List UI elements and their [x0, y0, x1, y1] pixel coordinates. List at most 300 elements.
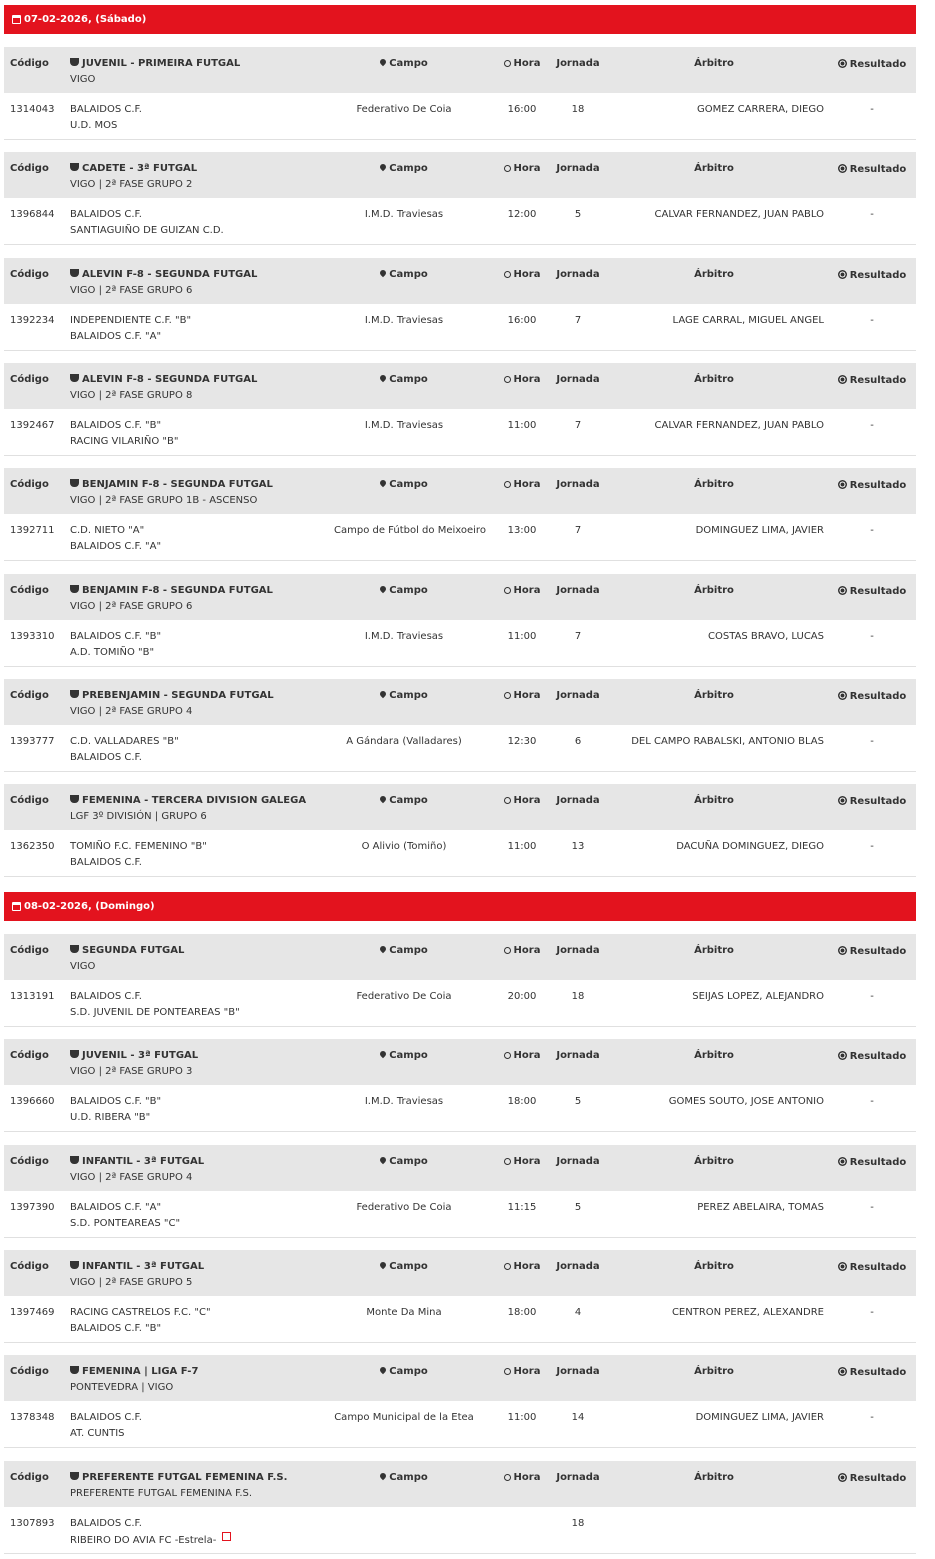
match-code[interactable]: 1313191: [10, 991, 55, 1002]
competition-label: INFANTIL - 3ª FUTGAL: [82, 1261, 205, 1272]
hora-header: [494, 585, 550, 596]
match-body-row: [4, 1507, 916, 1554]
competition-label: BENJAMIN F-8 - SEGUNDA FUTGAL: [82, 479, 273, 490]
match-arbitro: PEREZ ABELAIRA, TOMAS: [697, 1202, 824, 1213]
match-header-row: [4, 934, 916, 980]
match-hora: 18:00: [507, 1307, 537, 1318]
match-code[interactable]: 1397469: [10, 1307, 55, 1318]
home-team[interactable]: BALAIDOS C.F.: [70, 1518, 142, 1529]
campo-header: [334, 1050, 474, 1061]
away-team-wrap: [70, 436, 178, 447]
resultado-header-label: Resultado: [849, 946, 907, 957]
day-header: [4, 892, 916, 921]
match-header-row: [4, 679, 916, 725]
campo-header-label: Campo: [389, 1261, 428, 1272]
match-code[interactable]: 1392467: [10, 420, 55, 431]
hora-header-label: Hora: [513, 1050, 541, 1061]
match-card: [4, 468, 916, 560]
match-campo[interactable]: I.M.D. Traviesas: [364, 420, 444, 431]
match-jornada: 18: [571, 1518, 585, 1529]
arbitro-header: Árbitro: [694, 1050, 734, 1061]
hora-header: [494, 795, 550, 806]
campo-header: [334, 945, 474, 956]
soccer-ball-icon: [838, 480, 847, 489]
jornada-header: Jornada: [556, 1156, 600, 1167]
match-header-row: [4, 1461, 916, 1507]
match-header-row: [4, 468, 916, 514]
soccer-ball-icon: [838, 1473, 847, 1482]
hora-header: [494, 269, 550, 280]
competition-name[interactable]: [70, 945, 184, 956]
match-hora: 20:00: [507, 991, 537, 1002]
arbitro-header: Árbitro: [694, 1472, 734, 1483]
match-arbitro: GOMES SOUTO, JOSE ANTONIO: [668, 1096, 824, 1107]
match-body-row: [4, 1085, 916, 1132]
match-body-row: [4, 1401, 916, 1448]
home-team[interactable]: BALAIDOS C.F. "B": [70, 1096, 162, 1107]
hora-header-label: Hora: [513, 1472, 541, 1483]
match-card: [4, 258, 916, 350]
away-team-wrap: [70, 1112, 150, 1123]
match-code[interactable]: 1393777: [10, 736, 55, 747]
competition-name[interactable]: [70, 163, 197, 174]
match-code[interactable]: 1392711: [10, 525, 55, 536]
day-header: [4, 5, 916, 34]
away-team[interactable]: BALAIDOS C.F. "A": [70, 331, 162, 342]
competition-name[interactable]: [70, 585, 273, 596]
away-team[interactable]: U.D. MOS: [70, 120, 118, 131]
match-body-row: [4, 725, 916, 772]
hora-header: [494, 945, 550, 956]
codigo-header: Código: [10, 58, 49, 69]
home-team[interactable]: INDEPENDIENTE C.F. "B": [70, 315, 192, 326]
map-marker-icon: [379, 269, 387, 277]
campo-header-label: Campo: [389, 479, 428, 490]
match-campo[interactable]: I.M.D. Traviesas: [364, 1096, 444, 1107]
resultado-header-label: Resultado: [849, 164, 907, 175]
campo-header-label: Campo: [389, 690, 428, 701]
match-header-row: [4, 1145, 916, 1191]
home-team[interactable]: BALAIDOS C.F.: [70, 104, 142, 115]
competition-name[interactable]: [70, 1156, 204, 1167]
away-team[interactable]: U.D. RIBERA "B": [70, 1112, 151, 1123]
competition-name[interactable]: [70, 479, 273, 490]
arbitro-header: Árbitro: [694, 163, 734, 174]
clock-icon: [504, 1158, 511, 1165]
match-body-row: [4, 1191, 916, 1238]
competition-name[interactable]: [70, 374, 257, 385]
trophy-icon: [70, 269, 79, 277]
match-campo[interactable]: I.M.D. Traviesas: [364, 315, 444, 326]
campo-header-label: Campo: [389, 795, 428, 806]
match-campo[interactable]: I.M.D. Traviesas: [364, 631, 444, 642]
match-jornada: 6: [574, 736, 582, 747]
campo-header: [334, 1366, 474, 1377]
match-resultado: -: [870, 991, 874, 1002]
resultado-header: [832, 1156, 912, 1168]
codigo-header: Código: [10, 269, 49, 280]
away-team[interactable]: S.D. JUVENIL DE PONTEAREAS "B": [70, 1007, 240, 1018]
away-team-wrap: [70, 752, 142, 763]
competition-label: BENJAMIN F-8 - SEGUNDA FUTGAL: [82, 585, 273, 596]
competition-label: INFANTIL - 3ª FUTGAL: [82, 1156, 205, 1167]
match-body-row: [4, 198, 916, 245]
trophy-icon: [70, 1366, 79, 1374]
match-arbitro: DOMINGUEZ LIMA, JAVIER: [695, 525, 824, 536]
hora-header-label: Hora: [513, 945, 541, 956]
match-body-row: [4, 409, 916, 456]
arbitro-header: Árbitro: [694, 690, 734, 701]
match-hora: 12:00: [507, 209, 537, 220]
campo-header: [334, 795, 474, 806]
match-resultado: -: [870, 1096, 874, 1107]
competition-name[interactable]: [70, 690, 274, 701]
match-jornada: 18: [571, 991, 585, 1002]
away-team[interactable]: BALAIDOS C.F. "A": [70, 541, 162, 552]
match-jornada: 7: [574, 420, 582, 431]
match-arbitro: SEIJAS LOPEZ, ALEJANDRO: [692, 991, 824, 1002]
hora-header: [494, 1366, 550, 1377]
hora-header-label: Hora: [513, 795, 541, 806]
competition-label: FEMENINA - TERCERA DIVISION GALEGA: [82, 795, 307, 806]
match-card: [4, 1461, 916, 1553]
hora-header-label: Hora: [513, 690, 541, 701]
trophy-icon: [70, 795, 79, 803]
home-team[interactable]: BALAIDOS C.F.: [70, 991, 142, 1002]
competition-label: JUVENIL - PRIMEIRA FUTGAL: [82, 58, 241, 69]
match-resultado: -: [870, 525, 874, 536]
hora-header: [494, 1156, 550, 1167]
soccer-ball-icon: [838, 164, 847, 173]
match-card: [4, 1039, 916, 1131]
competition-group: VIGO: [70, 961, 96, 972]
campo-header: [334, 163, 474, 174]
clock-icon: [504, 587, 511, 594]
match-arbitro: CALVAR FERNANDEZ, JUAN PABLO: [654, 420, 824, 431]
soccer-ball-icon: [838, 59, 847, 68]
competition-group: PONTEVEDRA | VIGO: [70, 1382, 174, 1393]
resultado-header-label: Resultado: [849, 586, 907, 597]
arbitro-header: Árbitro: [694, 1366, 734, 1377]
arbitro-header: Árbitro: [694, 1261, 734, 1272]
trophy-icon: [70, 1050, 79, 1058]
map-marker-icon: [379, 1261, 387, 1269]
resultado-header: [832, 1472, 912, 1484]
away-team[interactable]: BALAIDOS C.F.: [70, 857, 142, 868]
competition-label: CADETE - 3ª FUTGAL: [82, 163, 198, 174]
resultado-header-label: Resultado: [849, 796, 907, 807]
home-team[interactable]: BALAIDOS C.F.: [70, 1412, 142, 1423]
clock-icon: [504, 271, 511, 278]
clock-icon: [504, 481, 511, 488]
match-code[interactable]: 1396660: [10, 1096, 55, 1107]
competition-group: VIGO | 2ª FASE GRUPO 1B - ASCENSO: [70, 495, 258, 506]
match-jornada: 5: [574, 1202, 582, 1213]
clock-icon: [504, 1368, 511, 1375]
resultado-header: [832, 1366, 912, 1378]
jornada-header: Jornada: [556, 795, 600, 806]
match-body-row: [4, 620, 916, 667]
competition-group: PREFERENTE FUTGAL FEMENINA F.S.: [70, 1488, 253, 1499]
away-team[interactable]: S.D. PONTEAREAS "C": [70, 1218, 181, 1229]
competition-name[interactable]: [70, 1472, 287, 1483]
away-team-wrap: [70, 541, 161, 552]
competition-name[interactable]: [70, 1366, 198, 1377]
clock-icon: [504, 60, 511, 67]
jornada-header: Jornada: [556, 945, 600, 956]
competition-label: SEGUNDA FUTGAL: [82, 945, 185, 956]
resultado-header-label: Resultado: [849, 1051, 907, 1062]
match-body-row: [4, 93, 916, 140]
match-header-row: [4, 1355, 916, 1401]
jornada-header: Jornada: [556, 1472, 600, 1483]
arbitro-header: Árbitro: [694, 1156, 734, 1167]
match-arbitro: DOMINGUEZ LIMA, JAVIER: [695, 1412, 824, 1423]
hora-header: [494, 1472, 550, 1483]
match-body-row: [4, 514, 916, 561]
away-team-wrap: [70, 1218, 180, 1229]
home-team[interactable]: BALAIDOS C.F.: [70, 209, 142, 220]
soccer-ball-icon: [838, 375, 847, 384]
hora-header-label: Hora: [513, 58, 541, 69]
match-jornada: 7: [574, 631, 582, 642]
hora-header: [494, 374, 550, 385]
match-code[interactable]: 1378348: [10, 1412, 55, 1423]
competition-name[interactable]: [70, 1261, 204, 1272]
hora-header-label: Hora: [513, 1261, 541, 1272]
match-card: [4, 574, 916, 666]
match-campo[interactable]: Federativo De Coia: [356, 1202, 452, 1213]
codigo-header: Código: [10, 1472, 49, 1483]
hora-header: [494, 1050, 550, 1061]
home-team[interactable]: C.D. VALLADARES "B": [70, 736, 179, 747]
match-hora: 12:30: [507, 736, 537, 747]
match-code[interactable]: 1307893: [10, 1518, 55, 1529]
red-flag-icon[interactable]: [222, 1532, 231, 1541]
map-marker-icon: [379, 1366, 387, 1374]
competition-name[interactable]: [70, 795, 306, 806]
match-code[interactable]: 1397390: [10, 1202, 55, 1213]
codigo-header: Código: [10, 1366, 49, 1377]
competition-label: JUVENIL - 3ª FUTGAL: [82, 1050, 199, 1061]
trophy-icon: [70, 945, 79, 953]
match-hora: 11:00: [507, 420, 537, 431]
jornada-header: Jornada: [556, 374, 600, 385]
campo-header: [334, 585, 474, 596]
match-resultado: -: [870, 736, 874, 747]
hora-header-label: Hora: [513, 163, 541, 174]
match-resultado: -: [870, 1307, 874, 1318]
codigo-header: Código: [10, 374, 49, 385]
match-card: [4, 1250, 916, 1342]
match-resultado: -: [870, 631, 874, 642]
codigo-header: Código: [10, 479, 49, 490]
home-team[interactable]: BALAIDOS C.F. "B": [70, 420, 162, 431]
away-team-wrap: [70, 1534, 231, 1546]
map-marker-icon: [379, 1472, 387, 1480]
competition-group: VIGO | 2ª FASE GRUPO 6: [70, 601, 193, 612]
match-arbitro: DACUÑA DOMINGUEZ, DIEGO: [676, 841, 824, 852]
match-header-row: [4, 152, 916, 198]
match-campo[interactable]: A Gándara (Valladares): [346, 736, 462, 747]
away-team[interactable]: BALAIDOS C.F. "B": [70, 1323, 162, 1334]
away-team-wrap: [70, 1428, 125, 1439]
match-campo[interactable]: I.M.D. Traviesas: [364, 209, 444, 220]
match-body-row: [4, 1296, 916, 1343]
campo-header: [334, 690, 474, 701]
map-marker-icon: [379, 374, 387, 382]
home-team[interactable]: BALAIDOS C.F. "A": [70, 1202, 162, 1213]
campo-header-label: Campo: [389, 58, 428, 69]
match-jornada: 13: [571, 841, 585, 852]
resultado-header: [832, 163, 912, 175]
match-code[interactable]: 1396844: [10, 209, 55, 220]
hora-header-label: Hora: [513, 479, 541, 490]
codigo-header: Código: [10, 945, 49, 956]
match-jornada: 14: [571, 1412, 585, 1423]
match-hora: 11:00: [507, 841, 537, 852]
match-campo[interactable]: O Alivio (Tomiño): [361, 841, 447, 852]
match-code[interactable]: 1392234: [10, 315, 55, 326]
match-header-row: [4, 363, 916, 409]
away-team[interactable]: BALAIDOS C.F.: [70, 752, 142, 763]
campo-header: [334, 374, 474, 385]
resultado-header-label: Resultado: [849, 691, 907, 702]
match-campo[interactable]: Federativo De Coia: [356, 991, 452, 1002]
match-hora: 11:00: [507, 631, 537, 642]
map-marker-icon: [379, 585, 387, 593]
match-arbitro: COSTAS BRAVO, LUCAS: [708, 631, 824, 642]
match-code[interactable]: 1314043: [10, 104, 55, 115]
competition-group: VIGO | 2ª FASE GRUPO 4: [70, 1172, 193, 1183]
match-resultado: -: [870, 841, 874, 852]
competition-group: VIGO | 2ª FASE GRUPO 2: [70, 179, 193, 190]
resultado-header: [832, 1261, 912, 1273]
campo-header: [334, 58, 474, 69]
match-resultado: -: [870, 315, 874, 326]
soccer-ball-icon: [838, 1051, 847, 1060]
away-team-wrap: [70, 857, 142, 868]
campo-header-label: Campo: [389, 1366, 428, 1377]
hora-header: [494, 479, 550, 490]
competition-name[interactable]: [70, 1050, 198, 1061]
map-marker-icon: [379, 58, 387, 66]
competition-name[interactable]: [70, 58, 240, 69]
competition-group: VIGO | 2ª FASE GRUPO 4: [70, 706, 193, 717]
match-body-row: [4, 980, 916, 1027]
match-header-row: [4, 1250, 916, 1296]
match-campo[interactable]: Campo de Fútbol do Meixoeiro: [334, 525, 486, 536]
match-code[interactable]: 1393310: [10, 631, 55, 642]
away-team-wrap: [70, 331, 161, 342]
away-team[interactable]: RACING VILARIÑO "B": [70, 436, 179, 447]
match-jornada: 7: [574, 525, 582, 536]
jornada-header: Jornada: [556, 585, 600, 596]
jornada-header: Jornada: [556, 1050, 600, 1061]
home-team[interactable]: TOMIÑO F.C. FEMENINO "B": [70, 841, 207, 852]
away-team-wrap: [70, 225, 224, 236]
day-date: 08-02-2026, (Domingo): [24, 901, 155, 912]
map-marker-icon: [379, 163, 387, 171]
clock-icon: [504, 797, 511, 804]
codigo-header: Código: [10, 795, 49, 806]
hora-header-label: Hora: [513, 1156, 541, 1167]
competition-group: VIGO | 2ª FASE GRUPO 3: [70, 1066, 193, 1077]
away-team[interactable]: SANTIAGUIÑO DE GUIZAN C.D.: [70, 225, 224, 236]
match-card: [4, 784, 916, 876]
resultado-header-label: Resultado: [849, 270, 907, 281]
match-resultado: -: [870, 1202, 874, 1213]
codigo-header: Código: [10, 1050, 49, 1061]
competition-label: ALEVIN F-8 - SEGUNDA FUTGAL: [82, 374, 258, 385]
trophy-icon: [70, 479, 79, 487]
jornada-header: Jornada: [556, 690, 600, 701]
away-team[interactable]: AT. CUNTIS: [70, 1428, 125, 1439]
resultado-header-label: Resultado: [849, 1367, 907, 1378]
hora-header-label: Hora: [513, 1366, 541, 1377]
resultado-header: [832, 1050, 912, 1062]
competition-name[interactable]: [70, 269, 257, 280]
soccer-ball-icon: [838, 270, 847, 279]
clock-icon: [504, 165, 511, 172]
match-card: [4, 363, 916, 455]
clock-icon: [504, 376, 511, 383]
competition-label: PREBENJAMIN - SEGUNDA FUTGAL: [82, 690, 274, 701]
jornada-header: Jornada: [556, 479, 600, 490]
competition-group: VIGO | 2ª FASE GRUPO 8: [70, 390, 193, 401]
campo-header: [334, 269, 474, 280]
home-team[interactable]: BALAIDOS C.F. "B": [70, 631, 162, 642]
trophy-icon: [70, 374, 79, 382]
match-code[interactable]: 1362350: [10, 841, 55, 852]
away-team[interactable]: A.D. TOMIÑO "B": [70, 647, 155, 658]
campo-header-label: Campo: [389, 1050, 428, 1061]
clock-icon: [504, 947, 511, 954]
match-header-row: [4, 784, 916, 830]
match-card: [4, 679, 916, 771]
competition-group: VIGO: [70, 74, 96, 85]
resultado-header: [832, 585, 912, 597]
home-team[interactable]: RACING CASTRELOS F.C. "C": [70, 1307, 211, 1318]
match-campo[interactable]: Monte Da Mina: [366, 1307, 442, 1318]
home-team[interactable]: C.D. NIETO "A": [70, 525, 145, 536]
codigo-header: Código: [10, 1156, 49, 1167]
competition-group: LGF 3º DIVISIÓN | GRUPO 6: [70, 811, 207, 822]
match-hora: 16:00: [507, 315, 537, 326]
match-jornada: 7: [574, 315, 582, 326]
resultado-header-label: Resultado: [849, 1157, 907, 1168]
match-resultado: -: [870, 420, 874, 431]
match-header-row: [4, 47, 916, 93]
arbitro-header: Árbitro: [694, 269, 734, 280]
trophy-icon: [70, 1156, 79, 1164]
resultado-header: [832, 690, 912, 702]
match-campo[interactable]: Federativo De Coia: [356, 104, 452, 115]
match-arbitro: CENTRON PEREZ, ALEXANDRE: [671, 1307, 824, 1318]
map-marker-icon: [379, 1050, 387, 1058]
competition-group: VIGO | 2ª FASE GRUPO 5: [70, 1277, 193, 1288]
match-campo[interactable]: Campo Municipal de la Etea: [334, 1412, 474, 1423]
away-team[interactable]: RIBEIRO DO AVIA FC -Estrela-: [70, 1535, 217, 1546]
trophy-icon: [70, 1261, 79, 1269]
match-card: [4, 934, 916, 1026]
match-arbitro: DEL CAMPO RABALSKI, ANTONIO BLAS: [631, 736, 824, 747]
match-jornada: 4: [574, 1307, 582, 1318]
resultado-header: [832, 795, 912, 807]
hora-header-label: Hora: [513, 585, 541, 596]
trophy-icon: [70, 690, 79, 698]
resultado-header: [832, 269, 912, 281]
